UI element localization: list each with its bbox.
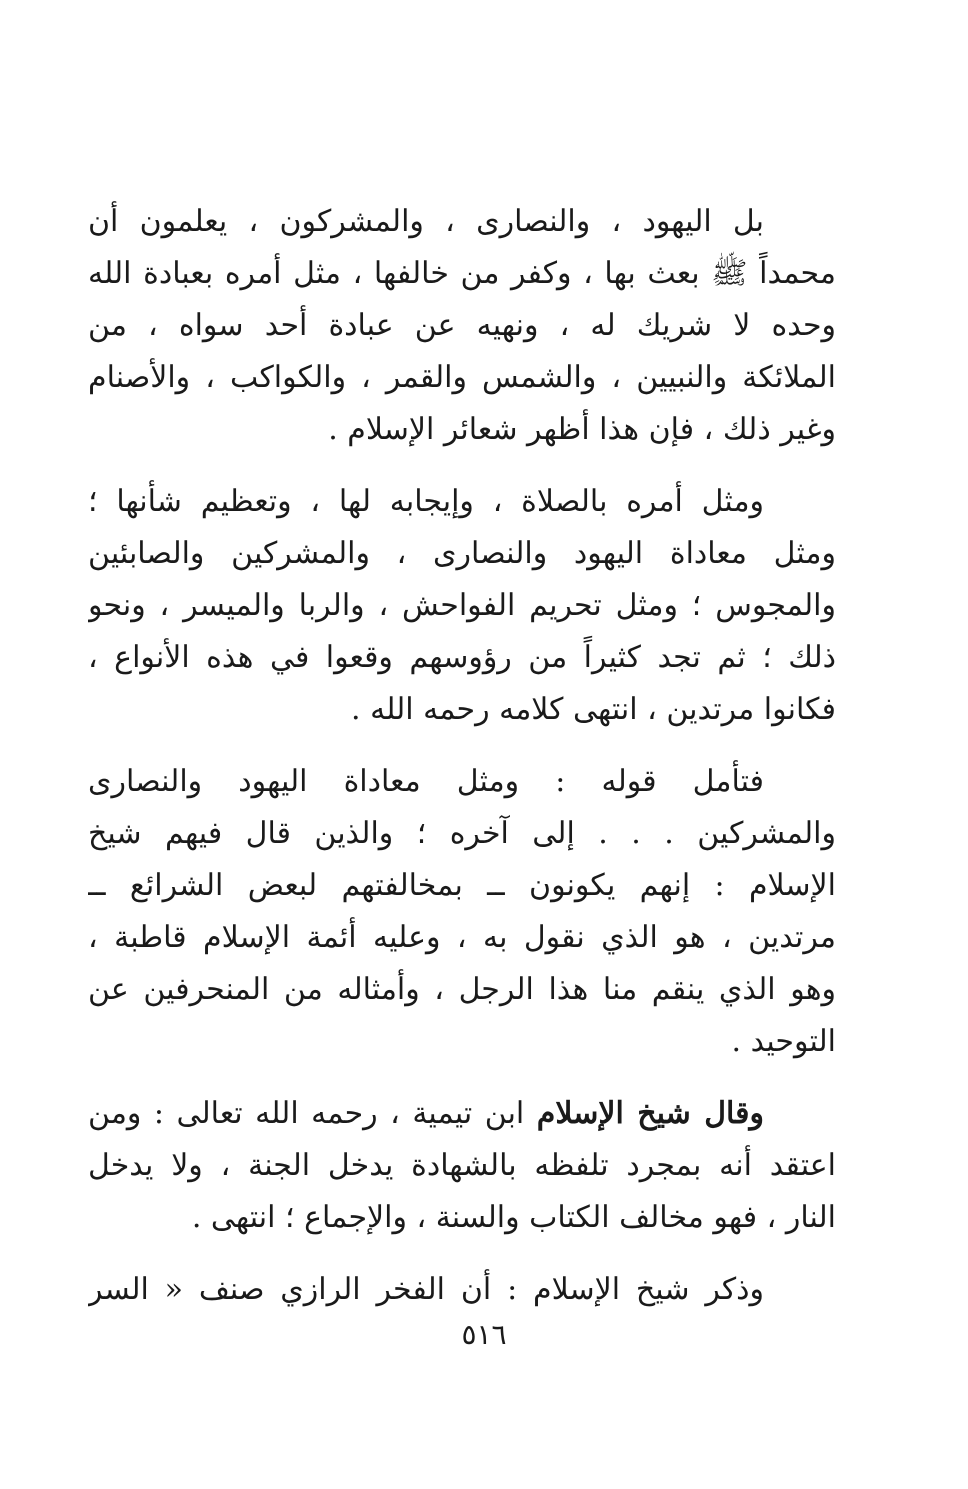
text-line: ومثل أمره بالصلاة ، وإيجابه لها ، وتعظيم شأنها ؛ bbox=[88, 484, 764, 519]
paragraph-1 bbox=[88, 196, 836, 456]
text-line: مرتدين ، هو الذي نقول به ، وعليه أئمة الإسلام قاطبة ، bbox=[88, 920, 836, 955]
paragraph-4 bbox=[88, 1088, 836, 1244]
paragraph-5 bbox=[88, 1264, 836, 1316]
text-line: الإسلام : إنهم يكونون ــ بمخالفتهم لبعض الشرائع ــ bbox=[88, 868, 836, 903]
text-line: وهو الذي ينقم منا هذا الرجل ، وأمثاله من المنحرفين عن bbox=[88, 972, 836, 1007]
speaker-name: وقال شيخ الإسلام bbox=[536, 1096, 765, 1131]
text-line: النار ، فهو مخالف الكتاب والسنة ، والإجماع ؛ انتهى . bbox=[191, 1200, 836, 1235]
text-run: ابن تيمية ، رحمه الله تعالى : ومن bbox=[88, 1096, 537, 1131]
text-line: وذكر شيخ الإسلام : أن الفخر الرازي صنف « السر bbox=[88, 1272, 764, 1307]
paragraph-3 bbox=[88, 756, 836, 1068]
page-number: ٥١٦ bbox=[461, 1318, 507, 1351]
paragraph-2 bbox=[88, 476, 836, 736]
text-line: فكانوا مرتدين ، انتهى كلامه رحمه الله . bbox=[351, 692, 836, 727]
text-line: فتأمل قوله : ومثل معاداة اليهود والنصارى bbox=[88, 764, 764, 799]
text-line: محمداً ﷺ بعث بها ، وكفر من خالفها ، مثل أمره بعبادة الله bbox=[88, 256, 836, 291]
text-line: ذلك ؛ ثم تجد كثيراً من رؤوسهم وقعوا في هذه الأنواع ، bbox=[88, 640, 836, 675]
text-line: اعتقد أنه بمجرد تلفظه بالشهادة يدخل الجنة ، ولا يدخل bbox=[88, 1148, 836, 1183]
text-line: والمشركين . . . إلى آخره ؛ والذين قال فيهم شيخ bbox=[88, 816, 836, 851]
main-text bbox=[88, 196, 836, 1336]
text-line bbox=[88, 1088, 836, 1140]
text-line: التوحيد . bbox=[731, 1024, 836, 1059]
text-line: وحده لا شريك له ، ونهيه عن عبادة أحد سواه ، من bbox=[88, 308, 836, 343]
text-line: الملائكة والنبيين ، والشمس والقمر ، والكواكب ، والأصنام bbox=[88, 360, 836, 395]
text-line: والمجوس ؛ ومثل تحريم الفواحش ، والربا والميسر ، ونحو bbox=[88, 588, 836, 623]
text-line: بل اليهود ، والنصارى ، والمشركون ، يعلمون أن bbox=[88, 204, 764, 239]
text-line: ومثل معاداة اليهود والنصارى ، والمشركين والصابئين bbox=[88, 536, 836, 571]
text-line: وغير ذلك ، فإن هذا أظهر شعائر الإسلام . bbox=[328, 412, 836, 447]
